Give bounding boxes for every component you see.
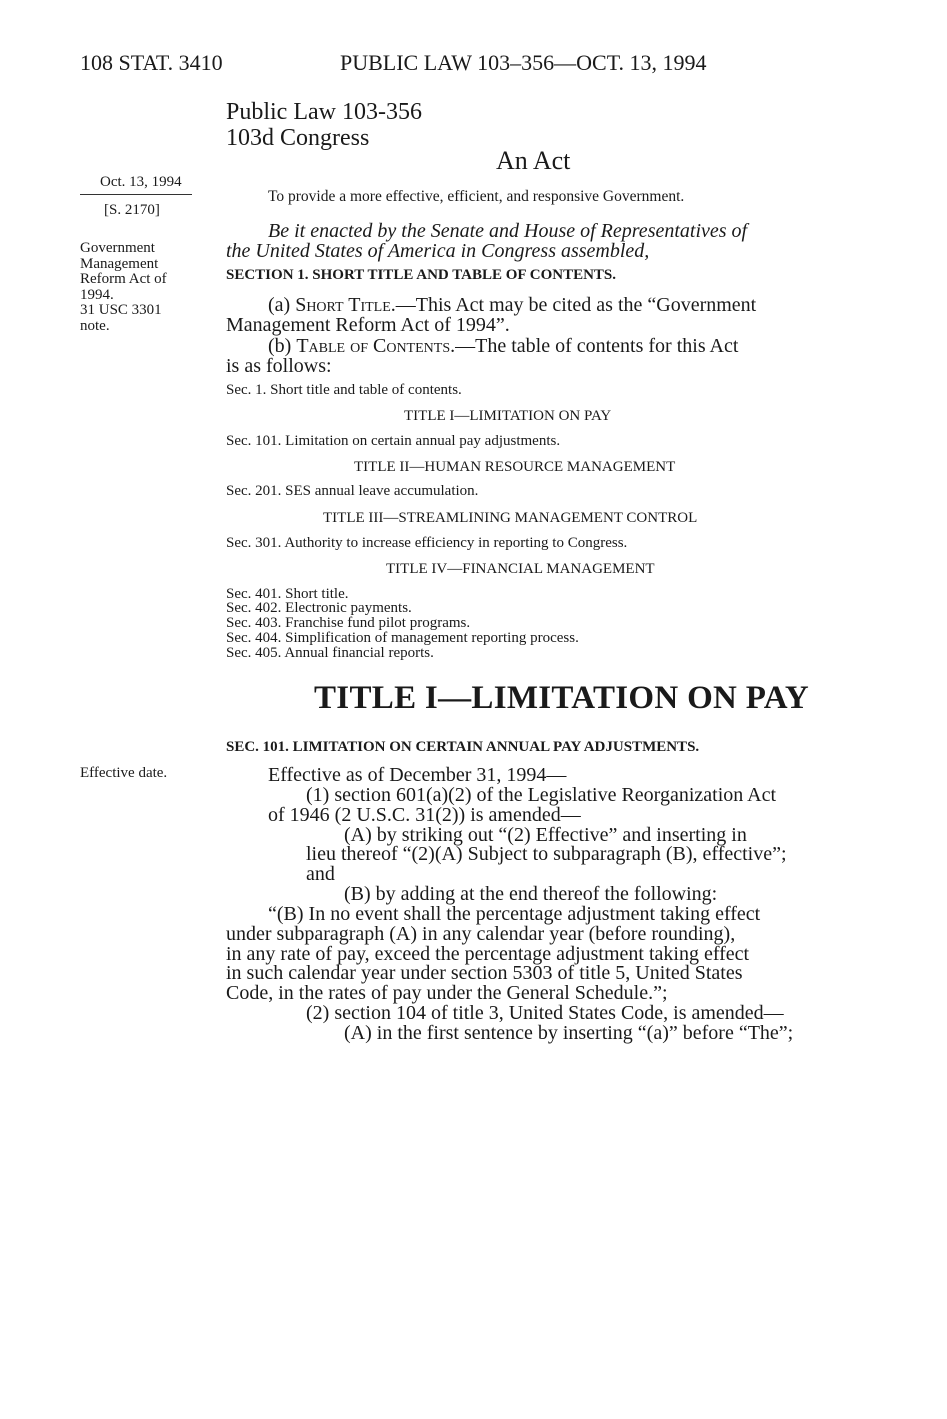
- body-line: in such calendar year under section 5303 of title 5, United States: [226, 962, 743, 984]
- body-line: in any rate of pay, exceed the percentage adjustment taking effect: [226, 943, 750, 965]
- section-1-heading: SECTION 1. SHORT TITLE AND TABLE OF CONTENTS.: [226, 267, 617, 283]
- toc-entry: Sec. 402. Electronic payments.: [226, 600, 412, 616]
- margin-note-line: 1994.: [80, 287, 114, 303]
- enacting-clause-line-1: Be it enacted by the Senate and House of Representatives of: [268, 220, 748, 242]
- margin-date: Oct. 13, 1994: [100, 174, 182, 190]
- body-line: “(B) In no event shall the percentage adjustment taking effect: [268, 903, 761, 925]
- body-line: (1) section 601(a)(2) of the Legislative Reorganization Act: [306, 784, 777, 806]
- congress-label: 103d Congress: [226, 125, 370, 151]
- toc-entry: Sec. 201. SES annual leave accumulation.: [226, 483, 479, 499]
- section-1b-line-2: is as follows:: [226, 355, 332, 377]
- section-1a-label: (a): [268, 294, 296, 316]
- toc-entry: Sec. 401. Short title.: [226, 586, 349, 602]
- margin-divider: [80, 194, 192, 195]
- body-line: lieu thereof “(2)(A) Subject to subparagraph (B), effective”;: [306, 843, 787, 865]
- body-line: Effective as of December 31, 1994—: [268, 764, 567, 786]
- toc-entry: Sec. 404. Simplification of management reporting process.: [226, 630, 579, 646]
- title-1-heading: TITLE I—LIMITATION ON PAY: [314, 680, 809, 716]
- page-stat-reference: 108 STAT. 3410: [80, 50, 223, 75]
- toc-entry: Sec. 403. Franchise fund pilot programs.: [226, 615, 471, 631]
- toc-title-heading: TITLE I—LIMITATION ON PAY: [404, 408, 612, 424]
- section-1b-line-1: [268, 336, 738, 356]
- margin-note-line: 31 USC 3301: [80, 302, 162, 318]
- section-101-heading: SEC. 101. LIMITATION ON CERTAIN ANNUAL PAY ADJUSTMENTS.: [226, 739, 700, 755]
- body-line: and: [306, 863, 335, 885]
- running-title: PUBLIC LAW 103–356—OCT. 13, 1994: [340, 50, 707, 75]
- toc-entry: Sec. 101. Limitation on certain annual pay adjustments.: [226, 433, 561, 449]
- margin-note-line: note.: [80, 318, 110, 334]
- toc-title-heading: TITLE III—STREAMLINING MANAGEMENT CONTROL: [323, 510, 698, 526]
- section-1b-label: (b): [268, 335, 297, 357]
- body-line: of 1946 (2 U.S.C. 31(2)) is amended—: [268, 804, 581, 826]
- toc-entry: Sec. 1. Short title and table of contents.: [226, 382, 462, 398]
- margin-note-line: Management: [80, 256, 159, 272]
- margin-bill-number: [S. 2170]: [104, 202, 160, 218]
- toc-entry: Sec. 301. Authority to increase efficiency in reporting to Congress.: [226, 535, 628, 551]
- toc-entry: Sec. 405. Annual financial reports.: [226, 645, 434, 661]
- section-1b-text: .—The table of contents for this Act: [450, 335, 739, 357]
- body-line: (B) by adding at the end thereof the following:: [344, 883, 718, 905]
- act-label: An Act: [496, 146, 571, 175]
- body-line: (A) by striking out “(2) Effective” and inserting in: [344, 824, 747, 846]
- body-line: Code, in the rates of pay under the General Schedule.”;: [226, 982, 668, 1004]
- section-1a-line-1: [268, 295, 756, 315]
- margin-effective-date: Effective date.: [80, 765, 168, 781]
- section-1a-line-2: Management Reform Act of 1994”.: [226, 314, 510, 336]
- body-line: under subparagraph (A) in any calendar year (before rounding),: [226, 923, 736, 945]
- enacting-clause-line-2: the United States of America in Congress assembled,: [226, 240, 650, 262]
- section-1b-caption: Table of Contents: [296, 335, 451, 357]
- act-purpose: To provide a more effective, efficient, and responsive Government.: [268, 188, 685, 205]
- body-line: (A) in the first sentence by inserting “(a)” before “The”;: [344, 1022, 794, 1044]
- toc-title-heading: TITLE IV—FINANCIAL MANAGEMENT: [386, 561, 655, 577]
- public-law-number: Public Law 103-356: [226, 99, 422, 125]
- section-1a-text: .—This Act may be cited as the “Government: [390, 294, 757, 316]
- section-1a-caption: Short Title: [295, 294, 391, 316]
- margin-note-line: Reform Act of: [80, 271, 167, 287]
- body-line: (2) section 104 of title 3, United States Code, is amended—: [306, 1002, 784, 1024]
- toc-title-heading: TITLE II—HUMAN RESOURCE MANAGEMENT: [354, 459, 676, 475]
- margin-note-line: Government: [80, 240, 155, 256]
